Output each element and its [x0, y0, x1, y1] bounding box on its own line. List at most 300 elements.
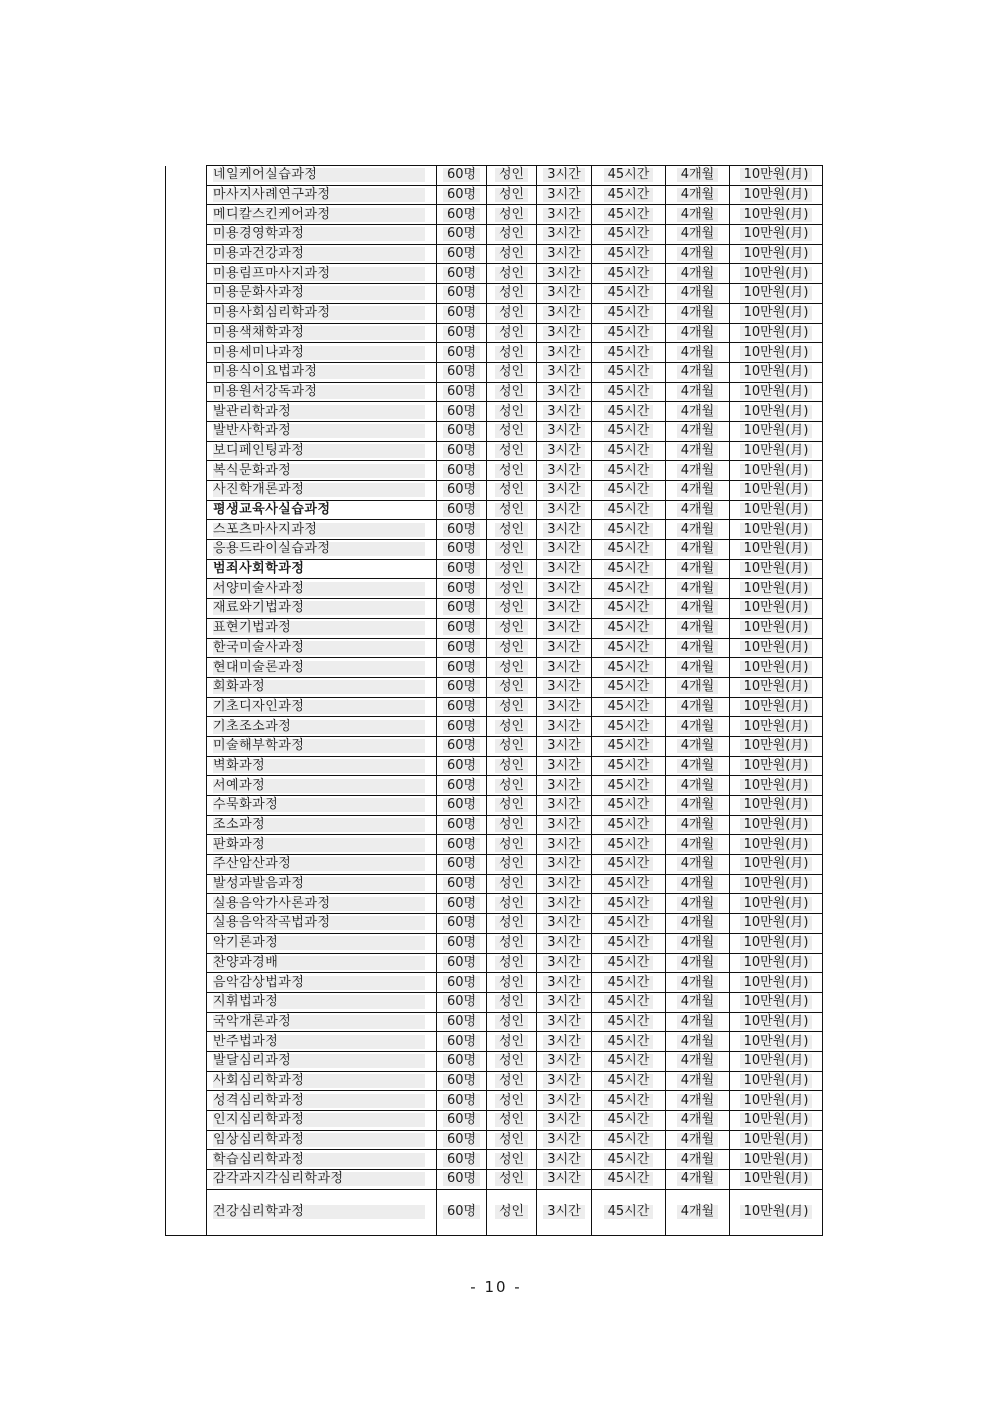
- capacity-cell: [437, 1051, 487, 1071]
- total-hours-value: 45시간: [604, 739, 654, 753]
- total-hours-cell: [592, 481, 666, 501]
- course-name: 감각과지각심리학과정: [213, 1172, 425, 1186]
- table-row: [166, 441, 823, 461]
- course-name: 복식문화과정: [213, 464, 425, 478]
- fee-cell: [730, 914, 823, 934]
- fee-cell: [730, 1111, 823, 1131]
- course-name: 수묵화과정: [213, 798, 425, 812]
- target-value: 성인: [495, 680, 528, 694]
- period-value: 4개월: [677, 897, 718, 911]
- total-hours-cell: [592, 264, 666, 284]
- fee-value: 10만원(月): [740, 562, 813, 576]
- hours-cell: [537, 520, 592, 540]
- hours-value: 3시간: [543, 503, 584, 517]
- fee-value: 10만원(月): [740, 995, 813, 1009]
- capacity-value: 60명: [443, 818, 480, 832]
- capacity-value: 60명: [443, 286, 480, 300]
- category-cell: [166, 815, 207, 835]
- target-value: 성인: [495, 385, 528, 399]
- course-name: 벽화과정: [213, 759, 425, 773]
- hours-value: 3시간: [543, 916, 584, 930]
- hours-value: 3시간: [543, 936, 584, 950]
- course-name-cell: [207, 815, 437, 835]
- hours-value: 3시간: [543, 621, 584, 635]
- fee-cell: [730, 461, 823, 481]
- period-value: 4개월: [677, 995, 718, 1009]
- period-value: 4개월: [677, 405, 718, 419]
- total-hours-cell: [592, 166, 666, 186]
- category-cell: [166, 1111, 207, 1131]
- hours-cell: [537, 540, 592, 560]
- table-row: [166, 914, 823, 934]
- total-hours-value: 45시간: [604, 286, 654, 300]
- fee-value: 10만원(月): [740, 976, 813, 990]
- total-hours-value: 45시간: [604, 523, 654, 537]
- capacity-value: 60명: [443, 916, 480, 930]
- fee-value: 10만원(月): [740, 700, 813, 714]
- course-name-cell: [207, 717, 437, 737]
- period-cell: [666, 1032, 730, 1052]
- period-cell: [666, 362, 730, 382]
- fee-cell: [730, 402, 823, 422]
- table-row: [166, 874, 823, 894]
- target-value: 성인: [495, 1205, 528, 1219]
- fee-value: 10만원(月): [740, 227, 813, 241]
- period-value: 4개월: [677, 483, 718, 497]
- period-value: 4개월: [677, 739, 718, 753]
- fee-value: 10만원(月): [740, 838, 813, 852]
- table-row: [166, 599, 823, 619]
- period-cell: [666, 441, 730, 461]
- course-name: 기초디자인과정: [213, 700, 425, 714]
- fee-value: 10만원(月): [740, 1172, 813, 1186]
- total-hours-value: 45시간: [604, 976, 654, 990]
- fee-cell: [730, 855, 823, 875]
- hours-value: 3시간: [543, 227, 584, 241]
- capacity-value: 60명: [443, 641, 480, 655]
- total-hours-cell: [592, 894, 666, 914]
- course-name: 건강심리학과정: [213, 1205, 425, 1219]
- fee-cell: [730, 756, 823, 776]
- target-value: 성인: [495, 208, 528, 222]
- total-hours-value: 45시간: [604, 759, 654, 773]
- hours-value: 3시간: [543, 818, 584, 832]
- category-cell: [166, 756, 207, 776]
- fee-value: 10만원(月): [740, 1054, 813, 1068]
- course-table: [165, 165, 823, 1236]
- hours-value: 3시간: [543, 483, 584, 497]
- hours-cell: [537, 717, 592, 737]
- total-hours-value: 45시간: [604, 1054, 654, 1068]
- course-name-cell: [207, 933, 437, 953]
- period-value: 4개월: [677, 247, 718, 261]
- course-name: 응용드라이실습과정: [213, 542, 425, 556]
- hours-cell: [537, 244, 592, 264]
- hours-cell: [537, 933, 592, 953]
- table-row: [166, 166, 823, 186]
- fee-cell: [730, 1150, 823, 1170]
- target-cell: [487, 1071, 537, 1091]
- hours-value: 3시간: [543, 424, 584, 438]
- course-name-cell: [207, 953, 437, 973]
- course-name: 성격심리학과정: [213, 1094, 425, 1108]
- period-value: 4개월: [677, 227, 718, 241]
- fee-value: 10만원(月): [740, 877, 813, 891]
- capacity-cell: [437, 618, 487, 638]
- capacity-cell: [437, 835, 487, 855]
- period-cell: [666, 933, 730, 953]
- target-cell: [487, 973, 537, 993]
- period-value: 4개월: [677, 857, 718, 871]
- course-name: 미용경영학과정: [213, 227, 425, 241]
- hours-cell: [537, 579, 592, 599]
- fee-cell: [730, 579, 823, 599]
- course-name: 음악감상법과정: [213, 976, 425, 990]
- target-value: 성인: [495, 877, 528, 891]
- capacity-value: 60명: [443, 1113, 480, 1127]
- fee-value: 10만원(月): [740, 405, 813, 419]
- table-row: [166, 559, 823, 579]
- capacity-cell: [437, 166, 487, 186]
- course-name: 마사지사례연구과정: [213, 188, 425, 202]
- total-hours-value: 45시간: [604, 1094, 654, 1108]
- total-hours-value: 45시간: [604, 641, 654, 655]
- course-name-cell: [207, 914, 437, 934]
- period-value: 4개월: [677, 168, 718, 182]
- fee-value: 10만원(月): [740, 1133, 813, 1147]
- course-name: 발달심리과정: [213, 1054, 425, 1068]
- hours-value: 3시간: [543, 267, 584, 281]
- fee-cell: [730, 874, 823, 894]
- period-cell: [666, 717, 730, 737]
- target-value: 성인: [495, 1172, 528, 1186]
- fee-cell: [730, 500, 823, 520]
- total-hours-value: 45시간: [604, 208, 654, 222]
- course-name: 재료와기법과정: [213, 601, 425, 615]
- table-row: [166, 815, 823, 835]
- total-hours-cell: [592, 1111, 666, 1131]
- table-row: [166, 540, 823, 560]
- total-hours-value: 45시간: [604, 188, 654, 202]
- capacity-cell: [437, 855, 487, 875]
- period-cell: [666, 599, 730, 619]
- capacity-cell: [437, 244, 487, 264]
- target-value: 성인: [495, 365, 528, 379]
- target-cell: [487, 638, 537, 658]
- hours-value: 3시간: [543, 168, 584, 182]
- category-cell: [166, 1051, 207, 1071]
- total-hours-value: 45시간: [604, 1205, 654, 1219]
- total-hours-value: 45시간: [604, 1074, 654, 1088]
- category-cell: [166, 579, 207, 599]
- period-value: 4개월: [677, 1172, 718, 1186]
- fee-cell: [730, 1032, 823, 1052]
- course-name-cell: [207, 205, 437, 225]
- hours-cell: [537, 835, 592, 855]
- period-value: 4개월: [677, 523, 718, 537]
- capacity-value: 60명: [443, 444, 480, 458]
- total-hours-value: 45시간: [604, 621, 654, 635]
- period-cell: [666, 815, 730, 835]
- table-row: [166, 1189, 823, 1235]
- capacity-value: 60명: [443, 227, 480, 241]
- hours-cell: [537, 894, 592, 914]
- course-name-cell: [207, 599, 437, 619]
- capacity-value: 60명: [443, 779, 480, 793]
- total-hours-value: 45시간: [604, 916, 654, 930]
- capacity-value: 60명: [443, 523, 480, 537]
- capacity-cell: [437, 343, 487, 363]
- category-cell: [166, 520, 207, 540]
- fee-cell: [730, 205, 823, 225]
- total-hours-cell: [592, 697, 666, 717]
- capacity-value: 60명: [443, 1094, 480, 1108]
- fee-cell: [730, 362, 823, 382]
- total-hours-value: 45시간: [604, 247, 654, 261]
- course-name-cell: [207, 992, 437, 1012]
- hours-cell: [537, 1071, 592, 1091]
- capacity-value: 60명: [443, 1205, 480, 1219]
- table-row: [166, 1071, 823, 1091]
- period-value: 4개월: [677, 208, 718, 222]
- hours-value: 3시간: [543, 542, 584, 556]
- total-hours-value: 45시간: [604, 857, 654, 871]
- capacity-value: 60명: [443, 1074, 480, 1088]
- target-value: 성인: [495, 857, 528, 871]
- target-value: 성인: [495, 661, 528, 675]
- hours-value: 3시간: [543, 995, 584, 1009]
- period-cell: [666, 559, 730, 579]
- total-hours-value: 45시간: [604, 483, 654, 497]
- fee-value: 10만원(月): [740, 1205, 813, 1219]
- target-cell: [487, 1170, 537, 1190]
- category-cell: [166, 1130, 207, 1150]
- hours-cell: [537, 796, 592, 816]
- table-row: [166, 953, 823, 973]
- total-hours-cell: [592, 618, 666, 638]
- fee-value: 10만원(月): [740, 1094, 813, 1108]
- hours-cell: [537, 953, 592, 973]
- total-hours-cell: [592, 362, 666, 382]
- capacity-cell: [437, 520, 487, 540]
- total-hours-value: 45시간: [604, 365, 654, 379]
- period-value: 4개월: [677, 1153, 718, 1167]
- course-name-cell: [207, 1012, 437, 1032]
- hours-cell: [537, 855, 592, 875]
- period-cell: [666, 1091, 730, 1111]
- total-hours-value: 45시간: [604, 562, 654, 576]
- total-hours-cell: [592, 284, 666, 304]
- course-name: 미용원서강독과정: [213, 385, 425, 399]
- fee-value: 10만원(月): [740, 680, 813, 694]
- hours-value: 3시간: [543, 1074, 584, 1088]
- period-cell: [666, 618, 730, 638]
- total-hours-value: 45시간: [604, 995, 654, 1009]
- total-hours-value: 45시간: [604, 1035, 654, 1049]
- table-row: [166, 933, 823, 953]
- hours-cell: [537, 284, 592, 304]
- hours-cell: [537, 1150, 592, 1170]
- target-cell: [487, 481, 537, 501]
- category-cell: [166, 1150, 207, 1170]
- hours-cell: [537, 874, 592, 894]
- course-name: 미용세미나과정: [213, 346, 425, 360]
- period-value: 4개월: [677, 1113, 718, 1127]
- capacity-value: 60명: [443, 582, 480, 596]
- target-cell: [487, 1091, 537, 1111]
- capacity-value: 60명: [443, 267, 480, 281]
- course-name-cell: [207, 520, 437, 540]
- fee-cell: [730, 796, 823, 816]
- period-value: 4개월: [677, 798, 718, 812]
- hours-cell: [537, 618, 592, 638]
- capacity-value: 60명: [443, 857, 480, 871]
- period-cell: [666, 973, 730, 993]
- course-name-cell: [207, 855, 437, 875]
- period-cell: [666, 540, 730, 560]
- category-cell: [166, 973, 207, 993]
- course-name-cell: [207, 1189, 437, 1235]
- target-value: 성인: [495, 168, 528, 182]
- category-cell: [166, 205, 207, 225]
- category-cell: [166, 776, 207, 796]
- period-cell: [666, 520, 730, 540]
- category-cell: [166, 618, 207, 638]
- total-hours-cell: [592, 953, 666, 973]
- hours-value: 3시간: [543, 1054, 584, 1068]
- category-cell: [166, 166, 207, 186]
- period-cell: [666, 638, 730, 658]
- period-value: 4개월: [677, 916, 718, 930]
- category-cell: [166, 284, 207, 304]
- category-cell: [166, 1091, 207, 1111]
- table-row: [166, 736, 823, 756]
- target-cell: [487, 736, 537, 756]
- course-name: 인지심리학과정: [213, 1113, 425, 1127]
- table-row: [166, 1111, 823, 1131]
- capacity-value: 60명: [443, 956, 480, 970]
- fee-value: 10만원(月): [740, 247, 813, 261]
- fee-cell: [730, 638, 823, 658]
- capacity-cell: [437, 362, 487, 382]
- total-hours-value: 45시간: [604, 897, 654, 911]
- capacity-cell: [437, 756, 487, 776]
- fee-cell: [730, 618, 823, 638]
- target-cell: [487, 835, 537, 855]
- target-cell: [487, 264, 537, 284]
- capacity-cell: [437, 500, 487, 520]
- capacity-value: 60명: [443, 661, 480, 675]
- total-hours-cell: [592, 1170, 666, 1190]
- course-name-cell: [207, 1111, 437, 1131]
- total-hours-cell: [592, 1051, 666, 1071]
- period-cell: [666, 264, 730, 284]
- target-cell: [487, 855, 537, 875]
- target-cell: [487, 1150, 537, 1170]
- table-row: [166, 638, 823, 658]
- hours-cell: [537, 1032, 592, 1052]
- fee-cell: [730, 697, 823, 717]
- fee-value: 10만원(月): [740, 641, 813, 655]
- hours-value: 3시간: [543, 680, 584, 694]
- course-name: 학습심리학과정: [213, 1153, 425, 1167]
- hours-value: 3시간: [543, 1205, 584, 1219]
- course-name: 미술해부학과정: [213, 739, 425, 753]
- course-name-cell: [207, 579, 437, 599]
- category-cell: [166, 953, 207, 973]
- period-value: 4개월: [677, 700, 718, 714]
- target-value: 성인: [495, 1015, 528, 1029]
- fee-cell: [730, 323, 823, 343]
- target-cell: [487, 500, 537, 520]
- fee-cell: [730, 658, 823, 678]
- course-name: 조소과정: [213, 818, 425, 832]
- hours-cell: [537, 992, 592, 1012]
- category-cell: [166, 1012, 207, 1032]
- target-value: 성인: [495, 1074, 528, 1088]
- fee-value: 10만원(月): [740, 759, 813, 773]
- course-name-cell: [207, 638, 437, 658]
- category-cell: [166, 244, 207, 264]
- period-value: 4개월: [677, 818, 718, 832]
- total-hours-value: 45시간: [604, 838, 654, 852]
- table-row: [166, 205, 823, 225]
- target-cell: [487, 303, 537, 323]
- hours-value: 3시간: [543, 1172, 584, 1186]
- period-value: 4개월: [677, 1094, 718, 1108]
- hours-value: 3시간: [543, 188, 584, 202]
- hours-value: 3시간: [543, 208, 584, 222]
- course-name: 범죄사회학과정: [213, 562, 425, 576]
- total-hours-value: 45시간: [604, 720, 654, 734]
- table-row: [166, 677, 823, 697]
- category-cell: [166, 677, 207, 697]
- total-hours-cell: [592, 599, 666, 619]
- course-name: 지휘법과정: [213, 995, 425, 1009]
- category-cell: [166, 1071, 207, 1091]
- table-row: [166, 225, 823, 245]
- period-cell: [666, 736, 730, 756]
- fee-cell: [730, 776, 823, 796]
- category-cell: [166, 874, 207, 894]
- period-cell: [666, 894, 730, 914]
- target-value: 성인: [495, 326, 528, 340]
- total-hours-value: 45시간: [604, 601, 654, 615]
- course-name-cell: [207, 1032, 437, 1052]
- hours-value: 3시간: [543, 1015, 584, 1029]
- fee-cell: [730, 973, 823, 993]
- course-name-cell: [207, 1170, 437, 1190]
- target-value: 성인: [495, 306, 528, 320]
- table-row: [166, 264, 823, 284]
- period-value: 4개월: [677, 621, 718, 635]
- total-hours-cell: [592, 1150, 666, 1170]
- total-hours-cell: [592, 815, 666, 835]
- capacity-value: 60명: [443, 405, 480, 419]
- fee-value: 10만원(月): [740, 483, 813, 497]
- target-value: 성인: [495, 1035, 528, 1049]
- target-value: 성인: [495, 227, 528, 241]
- target-cell: [487, 756, 537, 776]
- table-row: [166, 1012, 823, 1032]
- hours-cell: [537, 343, 592, 363]
- total-hours-cell: [592, 1012, 666, 1032]
- total-hours-value: 45시간: [604, 405, 654, 419]
- period-value: 4개월: [677, 306, 718, 320]
- fee-value: 10만원(月): [740, 346, 813, 360]
- period-cell: [666, 697, 730, 717]
- target-value: 성인: [495, 1133, 528, 1147]
